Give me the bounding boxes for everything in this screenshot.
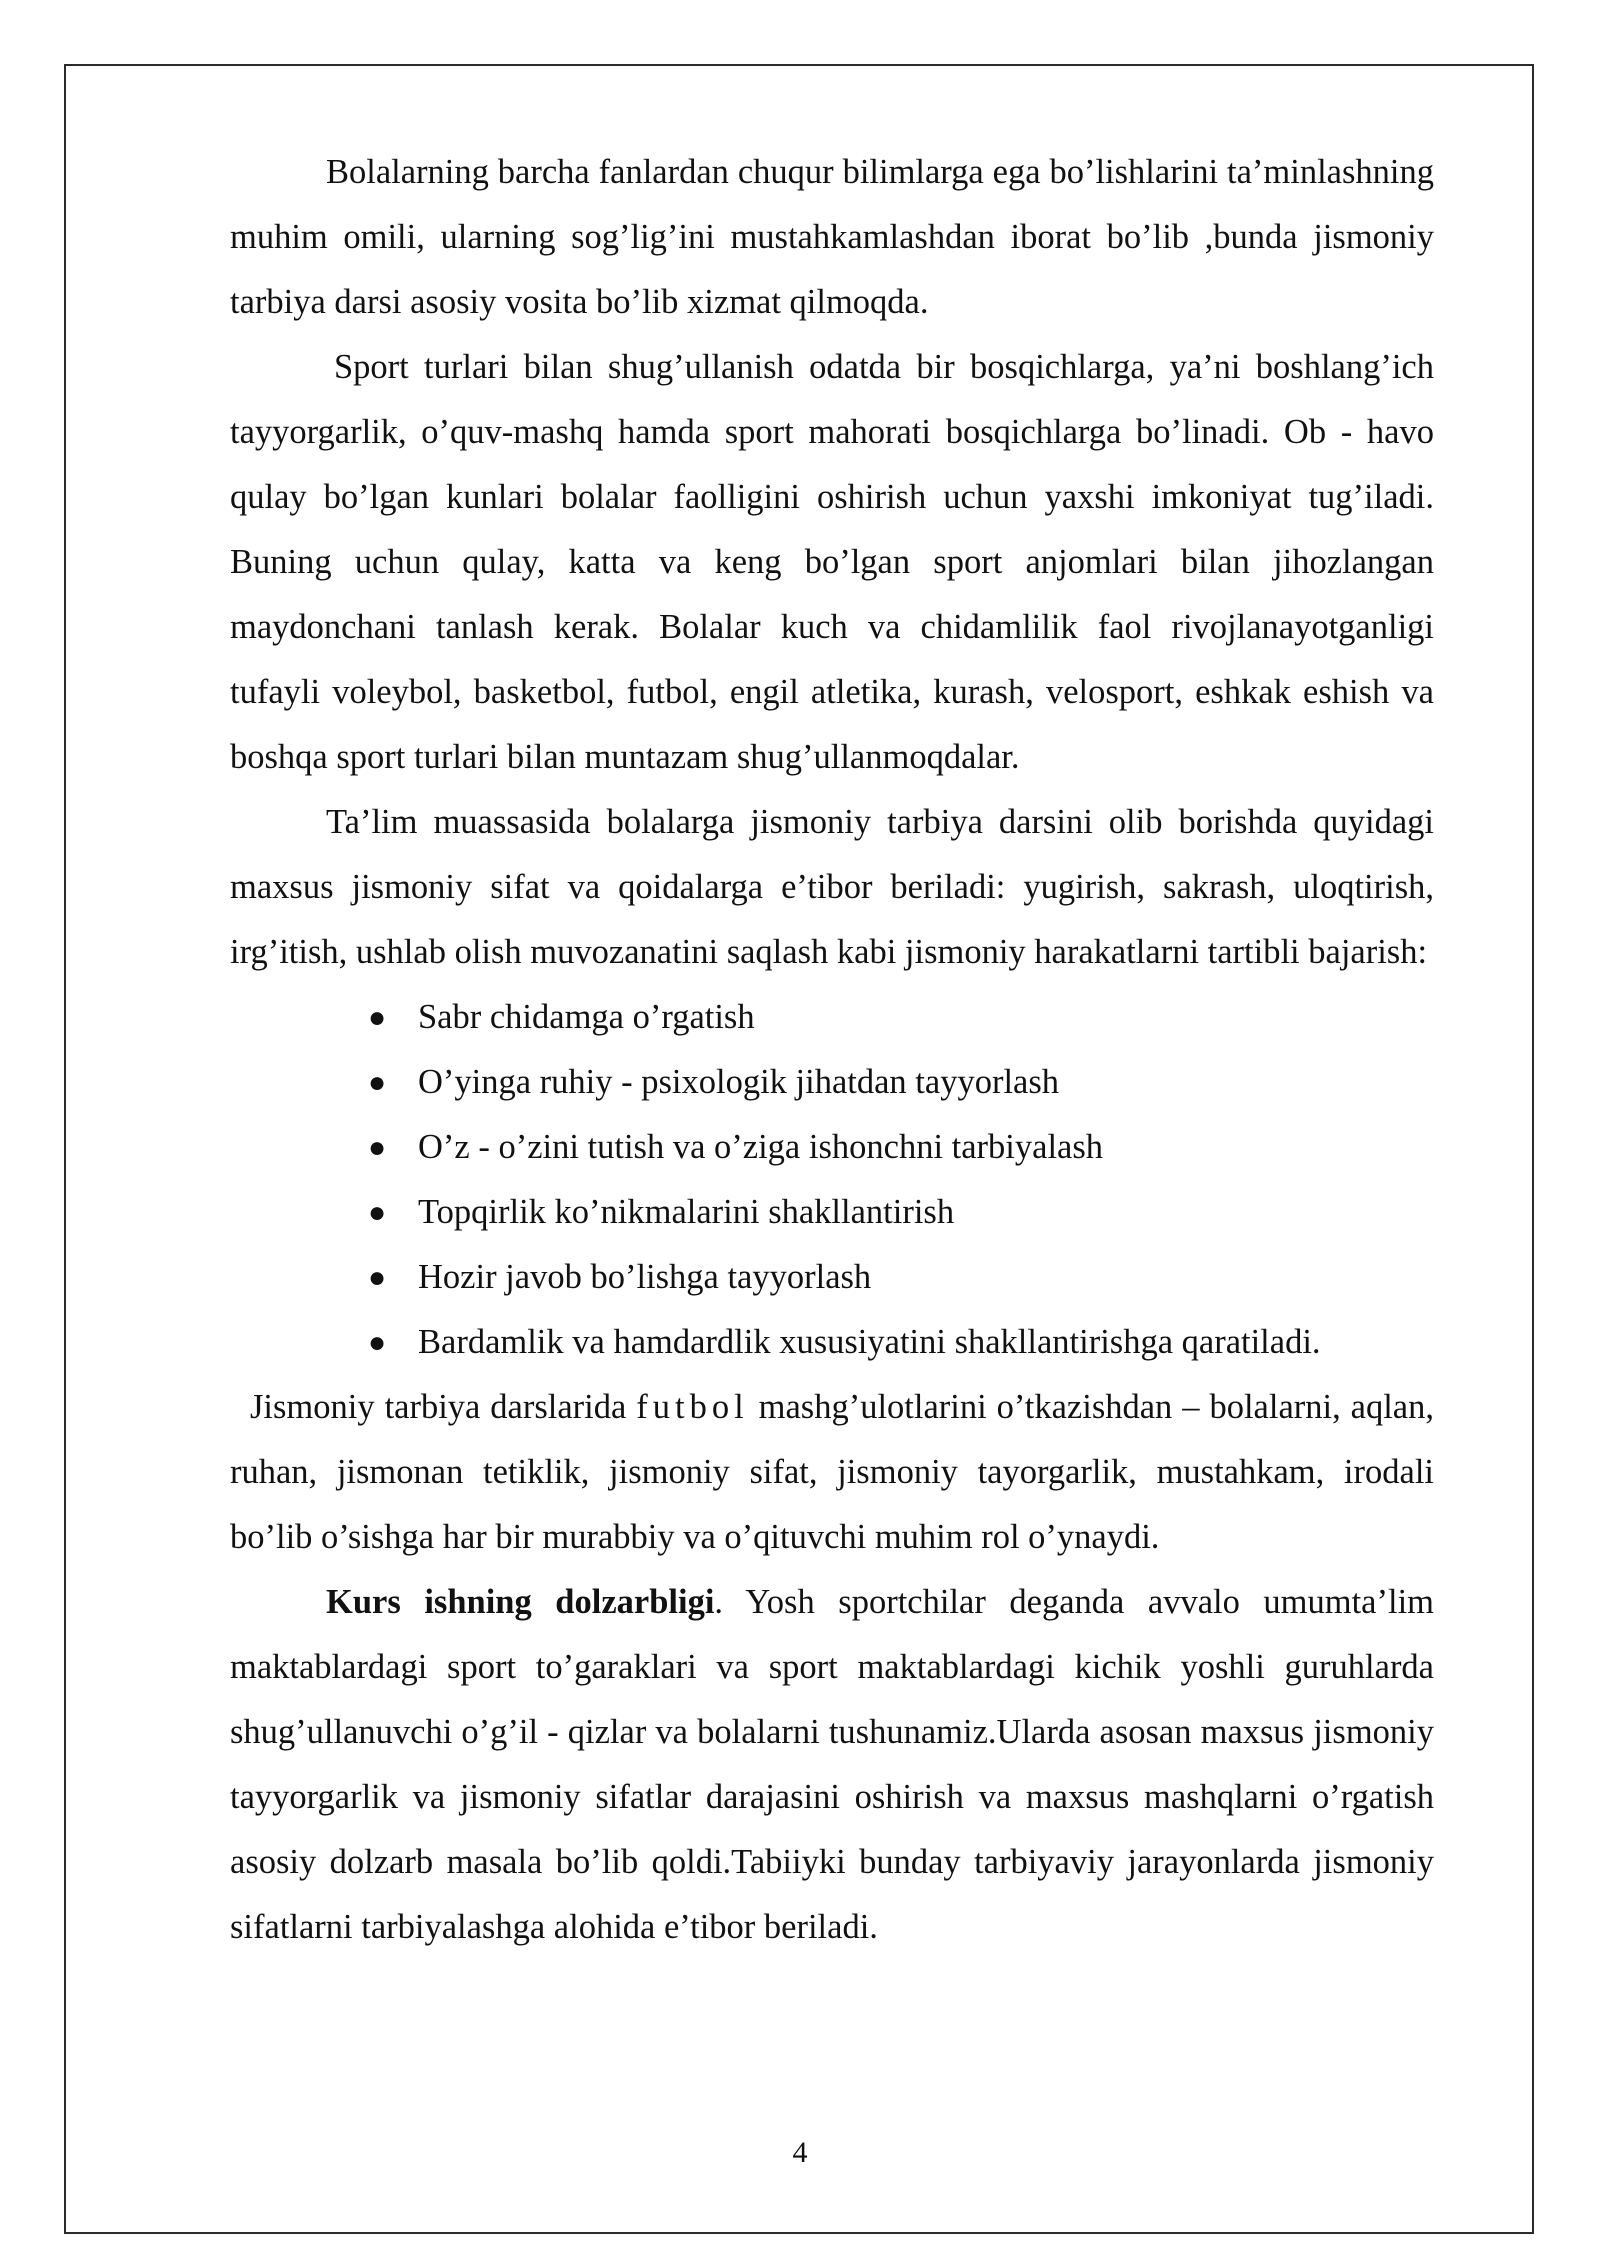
paragraph-football <box>230 1375 1434 1570</box>
bullet-icon: ● <box>368 1066 387 1099</box>
paragraph-football-start: Jismoniy tarbiya darslarida <box>250 1388 637 1426</box>
bullet-icon: ● <box>368 1196 387 1229</box>
paragraph-intro: Bolalarning barcha fanlardan chuqur bilimlarga ega bo’lishlarini ta’minlashning muhim omili, ularning sog’lig’ini mustahkamlashdan iborat bo’lib ,bunda jismoniy tarbiya darsi asosiy vosita bo’lib xizmat qilmoqda. <box>230 153 1434 321</box>
list-item <box>368 1115 1434 1180</box>
relevance-text: . Yosh sportchilar deganda avvalo umumta’lim maktablardagi sport to’garaklari va sport maktablardagi kichik yoshli guruhlarda shug’ullanuvchi o’g’il - qizlar va bolalarni tushunamiz.Ularda asosan maxsus jismoniy tayyorgarlik va jismoniy sifatlar darajasini oshirish va maxsus mashqlarni o’rgatish asosiy dolzarb masala bo’lib qoldi.Tabiiyki bunday tarbiyaviy jarayonlarda jismoniy sifatlarni tarbiyalashga alohida e’tibor beriladi. <box>230 1583 1434 1946</box>
document-body <box>230 140 1434 1960</box>
list-item-text: O’yinga ruhiy - psixologik jihatdan tayyorlash <box>418 1063 1060 1101</box>
spaced-word-football: futbol <box>636 1388 749 1426</box>
list-item <box>368 985 1434 1050</box>
list-item-text: Sabr chidamga o’rgatish <box>418 998 755 1036</box>
list-item-text: Hozir javob bo’lishga tayyorlash <box>418 1258 872 1296</box>
bullet-icon: ● <box>368 1001 387 1034</box>
paragraph-education: Ta’lim muassasida bolalarga jismoniy tarbiya darsini olib borishda quyidagi maxsus jismoniy sifat va qoidalarga e’tibor beriladi: yugirish, sakrash, uloqtirish, irg’itish, ushlab olish muvozanatini saqlash kabi jismoniy harakatlarni tartibli bajarish: <box>230 803 1434 971</box>
paragraph-relevance <box>230 1570 1434 1960</box>
page-number: 4 <box>792 2136 808 2169</box>
list-item <box>368 1310 1434 1375</box>
paragraph-sport-types: Sport turlari bilan shug’ullanish odatda bir bosqichlarga, ya’ni boshlang’ich tayyorgarlik, o’quv-mashq hamda sport mahorati bosqichlarga bo’linadi. Ob - havo qulay bo’lgan kunlari bolalar faolligini oshirish uchun yaxshi imkoniyat tug’iladi. Buning uchun qulay, katta va keng bo’lgan sport anjomlari bilan jihozlangan maydonchani tanlash kerak. Bolalar kuch va chidamlilik faol rivojlanayotganligi tufayli voleybol, basketbol, futbol, engil atletika, kurash, velosport, eshkak eshish va boshqa sport turlari bilan muntazam shug’ullanmoqdalar. <box>230 348 1434 776</box>
relevance-heading: Kurs ishning dolzarbligi <box>326 1583 715 1621</box>
bullet-list <box>230 985 1434 1375</box>
bullet-icon: ● <box>368 1326 387 1359</box>
list-item <box>368 1245 1434 1310</box>
list-item-text: Topqirlik ko’nikmalarini shakllantirish <box>418 1193 955 1231</box>
list-item <box>368 1180 1434 1245</box>
bullet-icon: ● <box>368 1131 387 1164</box>
list-item-text: Bardamlik va hamdardlik xususiyatini shakllantirishga qaratiladi. <box>418 1323 1321 1361</box>
list-item-text: O’z - o’zini tutish va o’ziga ishonchni tarbiyalash <box>418 1128 1104 1166</box>
list-item <box>368 1050 1434 1115</box>
paragraph-football-end: mashg’ulotlarini o’tkazishdan – bolalarni, aqlan, ruhan, jismonan tetiklik, jismoniy sifat, jismoniy tayorgarlik, mustahkam, irodali bo’lib o’sishga har bir murabbiy va o’qituvchi muhim rol o’ynaydi. <box>230 1388 1434 1556</box>
bullet-icon: ● <box>368 1261 387 1294</box>
